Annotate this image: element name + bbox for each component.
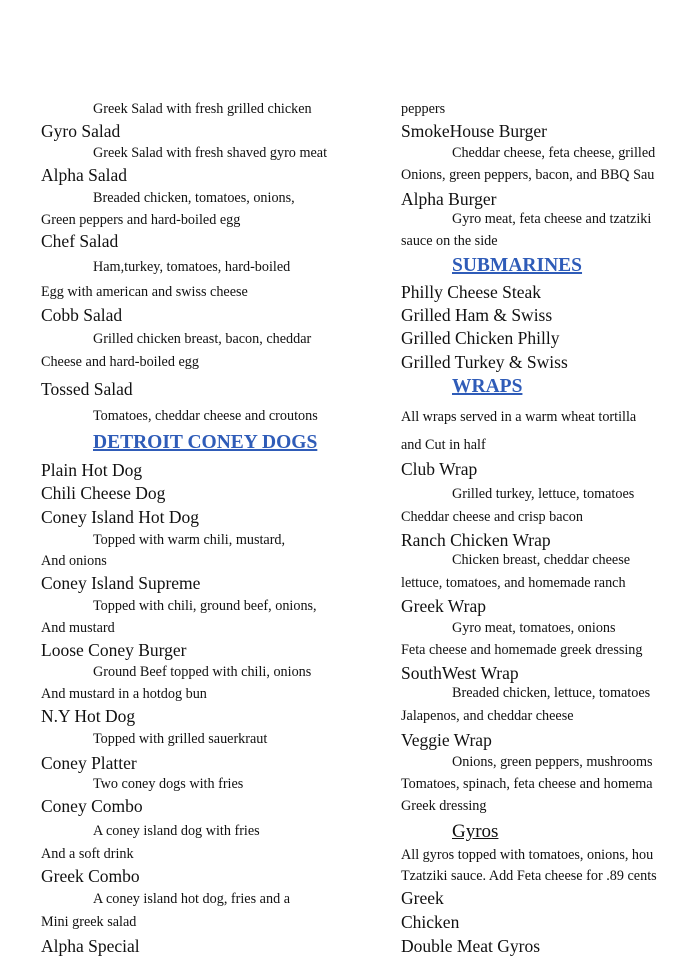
menu-item-name: Coney Combo (41, 796, 143, 816)
menu-item-description: A coney island dog with fries (93, 823, 260, 839)
menu-item-name: Coney Island Supreme (41, 573, 201, 593)
menu-item-description: And mustard (41, 620, 115, 636)
section-heading: SUBMARINES (452, 255, 583, 276)
menu-item-description: Topped with grilled sauerkraut (93, 731, 268, 747)
menu-item-description: and Cut in half (401, 437, 486, 453)
menu-item-name: Alpha Special (41, 936, 140, 956)
menu-item-name: Plain Hot Dog (41, 460, 143, 480)
menu-item-description: Jalapenos, and cheddar cheese (401, 708, 574, 724)
menu-item-description: Onions, green peppers, mushrooms (452, 754, 653, 770)
menu-item-description: Onions, green peppers, bacon, and BBQ Sau (401, 167, 655, 183)
menu-item-name: Grilled Chicken Philly (401, 328, 560, 348)
menu-item-name: Greek Combo (41, 866, 140, 886)
menu-item-description: A coney island hot dog, fries and a (93, 891, 291, 907)
section-heading: Gyros (452, 821, 499, 842)
menu-item-name: Grilled Ham & Swiss (401, 305, 553, 325)
menu-item-name: Double Meat Gyros (401, 936, 541, 956)
menu-item-name: Chili Cheese Dog (41, 483, 166, 503)
menu-item-description: Cheddar cheese, feta cheese, grilled (452, 145, 656, 161)
menu-item-name: SmokeHouse Burger (401, 121, 547, 141)
menu-item-description: Tzatziki sauce. Add Feta cheese for .89 cents (401, 868, 657, 884)
menu-item-name: Alpha Burger (401, 189, 497, 209)
menu-item-description: Gyro meat, tomatoes, onions (452, 620, 616, 636)
menu-item-description: Tomatoes, cheddar cheese and croutons (93, 408, 318, 424)
menu-item-description: Cheese and hard-boiled egg (41, 354, 199, 370)
menu-item-description: Cheddar cheese and crisp bacon (401, 509, 583, 525)
menu-item-description: Feta cheese and homemade greek dressing (401, 642, 643, 658)
menu-item-description: And mustard in a hotdog bun (41, 686, 207, 702)
menu-item-description: Gyro meat, feta cheese and tzatziki (452, 211, 652, 227)
menu-item-description: Greek Salad with fresh shaved gyro meat (93, 145, 328, 161)
menu-item-name: Coney Platter (41, 753, 137, 773)
menu-item-name: Coney Island Hot Dog (41, 507, 199, 527)
menu-item-description: Mini greek salad (41, 914, 137, 930)
menu-item-description: sauce on the side (401, 233, 498, 249)
menu-item-description: All wraps served in a warm wheat tortilla (401, 409, 637, 425)
menu-item-name: Loose Coney Burger (41, 640, 187, 660)
menu-item-name: Gyro Salad (41, 121, 121, 141)
menu-item-name: Alpha Salad (41, 165, 128, 185)
menu-item-description: Ground Beef topped with chili, onions (93, 664, 312, 680)
menu-item-name: Philly Cheese Steak (401, 282, 541, 302)
menu-item-description: Ham,turkey, tomatoes, hard-boiled (93, 259, 291, 275)
menu-item-description: Topped with warm chili, mustard, (93, 532, 286, 548)
menu-item-name: Veggie Wrap (401, 730, 492, 750)
menu-item-description: Topped with chili, ground beef, onions, (93, 598, 317, 614)
menu-item-description: Green peppers and hard-boiled egg (41, 212, 241, 228)
menu-item-description: All gyros topped with tomatoes, onions, hou (401, 847, 654, 863)
menu-item-name: N.Y Hot Dog (41, 706, 136, 726)
menu-item-name: SouthWest Wrap (401, 663, 519, 683)
menu-item-name: Chicken (401, 912, 460, 932)
menu-item-description: Breaded chicken, tomatoes, onions, (93, 190, 295, 206)
menu-item-name: Greek (401, 888, 444, 908)
menu-item-name: Greek Wrap (401, 596, 486, 616)
menu-item-description: Tomatoes, spinach, feta cheese and homema (401, 776, 653, 792)
section-heading: WRAPS (452, 376, 523, 397)
menu-item-description: Egg with american and swiss cheese (41, 284, 248, 300)
menu-item-name: Tossed Salad (41, 379, 133, 399)
menu-item-description: Two coney dogs with fries (93, 776, 244, 792)
menu-item-description: peppers (401, 101, 446, 117)
menu-item-description: Grilled chicken breast, bacon, cheddar (93, 331, 312, 347)
menu-item-description: Chicken breast, cheddar cheese (452, 552, 631, 568)
section-heading: DETROIT CONEY DOGS (93, 432, 318, 453)
menu-item-description: Greek dressing (401, 798, 487, 814)
menu-item-name: Chef Salad (41, 231, 119, 251)
menu-item-name: Grilled Turkey & Swiss (401, 352, 568, 372)
menu-item-description: lettuce, tomatoes, and homemade ranch (401, 575, 626, 591)
menu-item-description: Breaded chicken, lettuce, tomatoes (452, 685, 651, 701)
menu-item-description: Grilled turkey, lettuce, tomatoes (452, 486, 635, 502)
menu-item-description: And onions (41, 553, 107, 569)
menu-item-name: Cobb Salad (41, 305, 123, 325)
menu-item-description: Greek Salad with fresh grilled chicken (93, 101, 312, 117)
menu-item-name: Ranch Chicken Wrap (401, 530, 551, 550)
menu-item-description: And a soft drink (41, 846, 134, 862)
menu-item-name: Club Wrap (401, 459, 478, 479)
